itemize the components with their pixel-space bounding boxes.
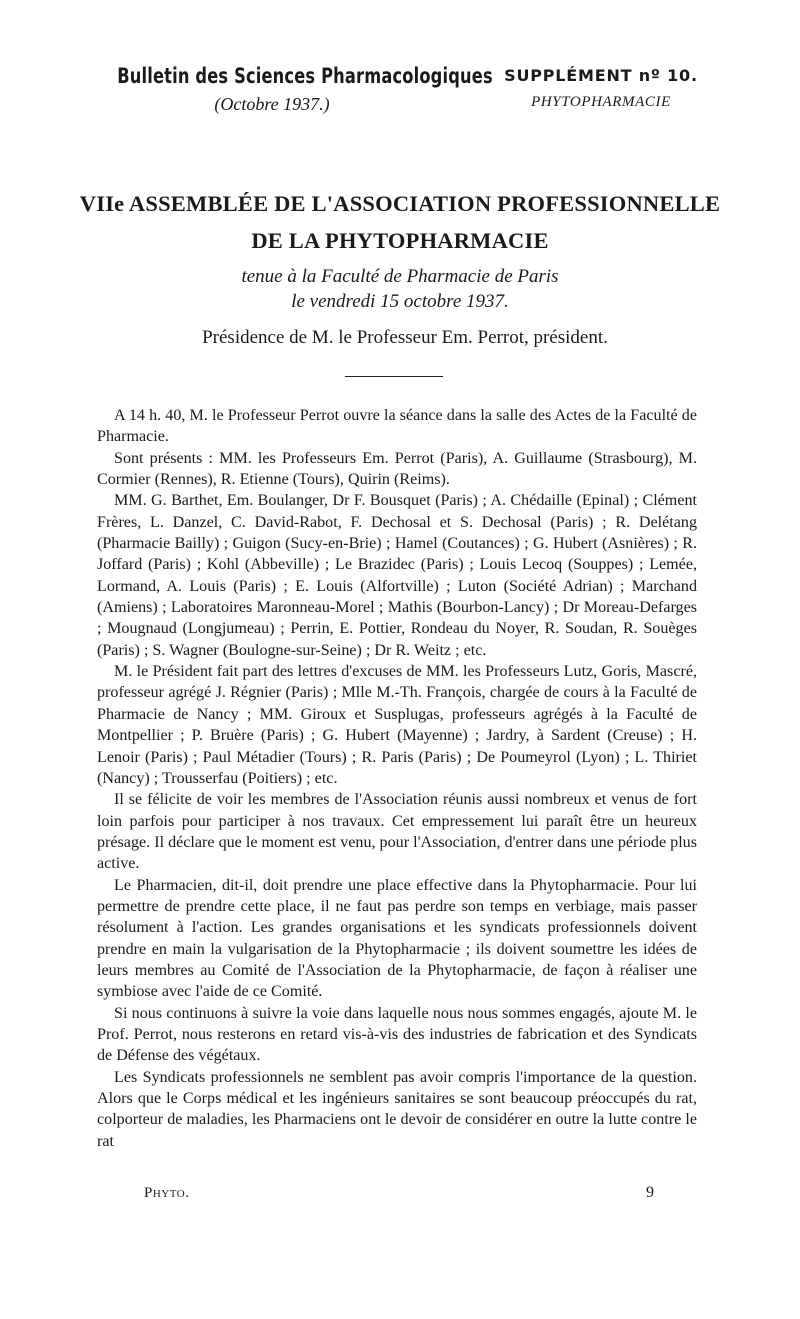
separator-rule <box>345 376 443 377</box>
footer-signature: Phyto. <box>144 1185 190 1201</box>
article-title-line-1: VIIe ASSEMBLÉE DE L'ASSOCIATION PROFESSIONNELLE <box>79 191 721 216</box>
running-header-right <box>496 66 706 111</box>
running-header-left <box>92 64 493 115</box>
journal-title: Bulletin des Sciences Pharmacologiques <box>117 64 493 88</box>
subtitle-line-2: le vendredi 15 octobre 1937. <box>291 291 509 312</box>
page-number: 9 <box>646 1184 654 1201</box>
presidence-line: Présidence de M. le Professeur Em. Perrot, président. <box>202 327 608 348</box>
paragraph: Le Pharmacien, dit-il, doit prendre une place effective dans la Phytopharmacie. Pour lui permettre de prendre cette place, il ne faut pas perdre son temps en verbiage, mais passer résolument à l'action. Les grandes organisations et les syndicats professionnels doivent prendre en main la vulgarisation de la Phytopharmacie ; ils doivent soumettre les idées de leurs membres au Comité de l'Association de la Phytopharmacie, de façon à réaliser une symbiose avec l'aide de ce Comité. <box>97 876 697 1001</box>
paragraph: A 14 h. 40, M. le Professeur Perrot ouvre la séance dans la salle des Actes de la Faculté de Pharmacie. <box>97 407 697 446</box>
supplement-number: SUPPLÉMENT nº 10. <box>504 66 698 85</box>
article-body <box>97 405 697 1152</box>
section-name: PHYTOPHARMACIE <box>531 94 671 110</box>
paragraph: Les Syndicats professionnels ne semblent pas avoir compris l'importance de la question. Alors que le Corps médical et les ingénieurs sanitaires se sont beaucoup préoccupés du rat, colporteur de maladies, les Pharmaciens ont le devoir de considérer en outre la lutte contre le rat <box>97 1068 697 1150</box>
paragraph: Il se félicite de voir les membres de l'Association réunis aussi nombreux et venus de fort loin parfois pour participer à nos travaux. Cet empressement lui paraît être un heureux présage. Il déclare que le moment est venu, pour l'Association, d'entrer dans une période plus active. <box>97 791 697 873</box>
paragraph: Si nous continuons à suivre la voie dans laquelle nous nous sommes engagés, ajoute M. le Prof. Perrot, nous resterons en retard vis-à-vis des industries de fabrication et des Syndicats de Défense des végétaux. <box>97 1004 697 1065</box>
subtitle-line-1: tenue à la Faculté de Pharmacie de Paris <box>241 266 559 287</box>
paragraph: Sont présents : MM. les Professeurs Em. Perrot (Paris), A. Guillaume (Strasbourg), M. Cormier (Rennes), R. Etienne (Tours), Quirin (Reims). <box>97 449 697 489</box>
paragraph: M. le Président fait part des lettres d'excuses de MM. les Professeurs Lutz, Goris, Mascré, professeur agrégé J. Régnier (Paris) ; Mlle M.-Th. François, chargée de cours à la Faculté de Pharmacie de Nancy ; MM. Giroux et Susplugas, professeurs agrégés à la Faculté de Montpellier ; P. Bruère (Paris) ; G. Hubert (Mayenne) ; Jardry, à Sardent (Creuse) ; H. Lenoir (Paris) ; Paul Métadier (Tours) ; R. Paris (Paris) ; De Poumeyrol (Lyon) ; L. Thiriet (Nancy) ; Trousserfau (Poitiers) ; etc. <box>97 663 697 787</box>
issue-date: (Octobre 1937.) <box>214 94 330 114</box>
paragraph: MM. G. Barthet, Em. Boulanger, Dr F. Bousquet (Paris) ; A. Chédaille (Epinal) ; Clément Frères, L. Danzel, C. David-Rabot, F. Dechosal et S. Dechosal (Paris) ; R. Delétang (Pharmacie Bailly) ; Guigon (Sucy-en-Brie) ; Hamel (Coutances) ; G. Hubert (Asnières) ; R. Joffard (Paris) ; Kohl (Abbeville) ; Le Brazidec (Paris) ; Louis Lecoq (Souppes) ; Lemée, Lormand, A. Louis (Paris) ; E. Louis (Alfortville) ; Luton (Société Adrian) ; Marchand (Amiens) ; Laboratoires Maronneau-Morel ; Mathis (Bourbon-Lancy) ; Dr Moreau-Defarges ; Mougnaud (Longjumeau) ; Perrin, E. Pottier, Rondeau du Noyer, R. Soudan, R. Souèges (Paris) ; S. Wagner (Boulogne-sur-Seine) ; Dr R. Weitz ; etc. <box>97 492 697 659</box>
article-title-line-2: DE LA PHYTOPHARMACIE <box>251 228 549 253</box>
